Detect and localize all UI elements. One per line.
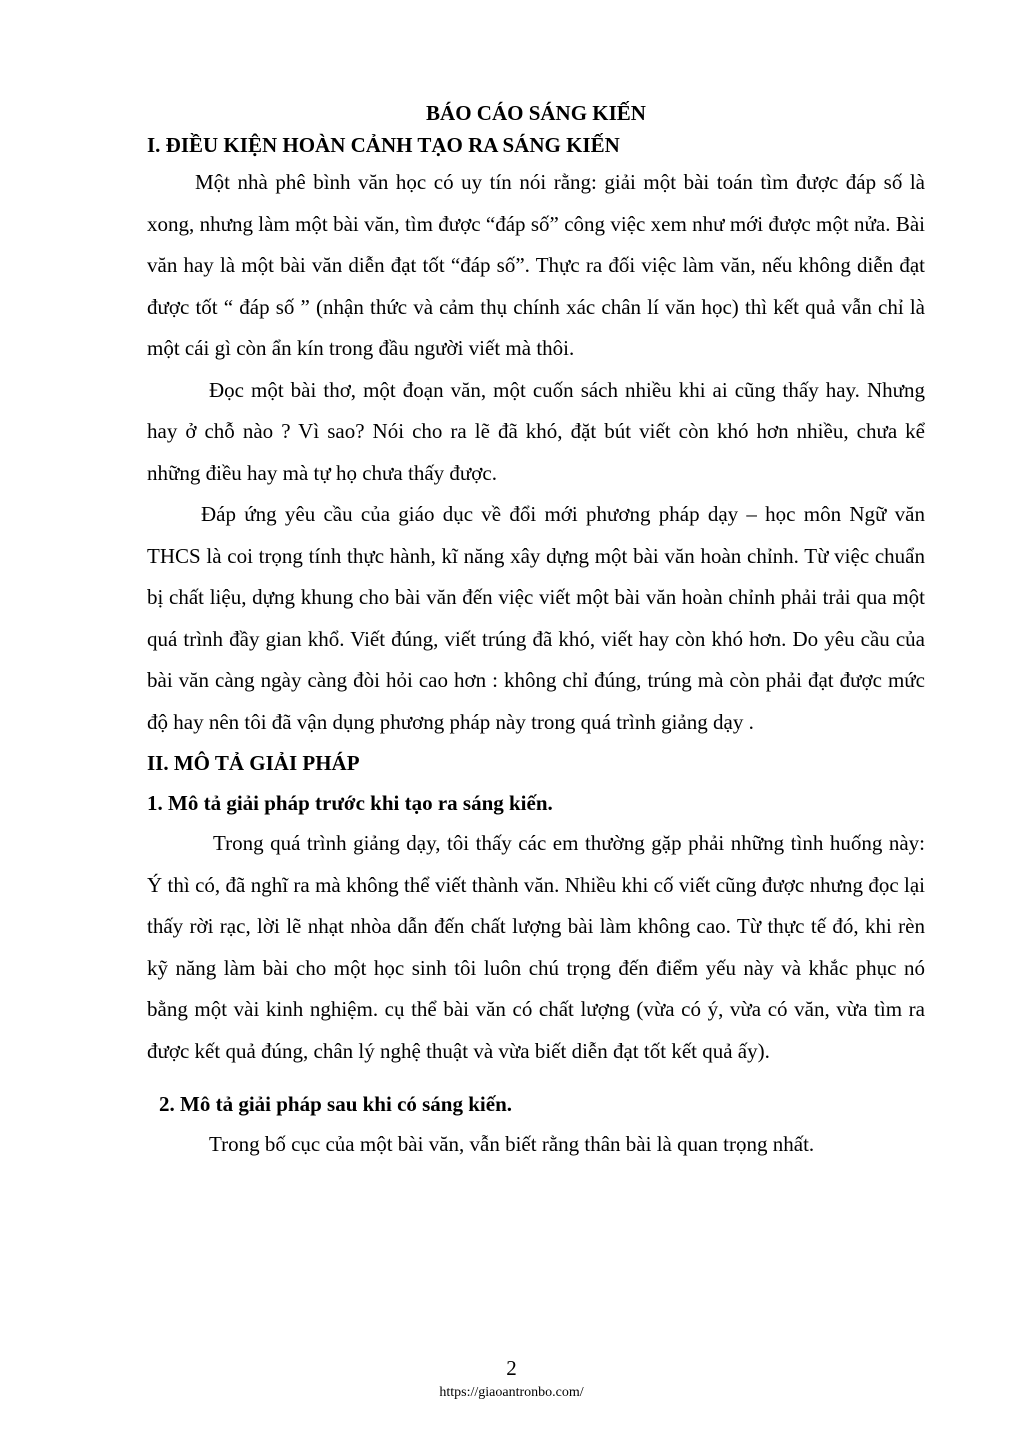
page-number: 2: [506, 1356, 517, 1380]
footer-url[interactable]: https://giaoantronbo.com/: [439, 1385, 584, 1400]
subsection-2-heading: 2. Mô tả giải pháp sau khi có sáng kiến.: [159, 1092, 513, 1116]
section-1-heading: I. ĐIỀU KIỆN HOÀN CẢNH TẠO RA SÁNG KIẾN: [147, 133, 620, 157]
subsection-1-heading: 1. Mô tả giải pháp trước khi tạo ra sáng kiến.: [147, 791, 553, 815]
paragraph-2: Đọc một bài thơ, một đoạn văn, một cuốn sách nhiều khi ai cũng thấy hay. Nhưng hay ở chỗ nào ? Vì sao? Nói cho ra lẽ đã khó, đặt bút viết còn khó hơn nhiều, chưa kể những điều hay mà tự họ chưa thấy được.: [147, 377, 925, 485]
document-page: [147, 98, 925, 1164]
paragraph-1: Một nhà phê bình văn học có uy tín nói rằng: giải một bài toán tìm được đáp số là xong, nhưng làm một bài văn, tìm được “đáp số” công việc xem như mới được một nửa. Bài văn hay là một bài văn diễn đạt tốt “đáp số”. Thực ra đối việc làm văn, nếu không diễn đạt được tốt “ đáp số ” (nhận thức và cảm thụ chính xác chân lí văn học) thì kết quả vẫn chỉ là một cái gì còn ẩn kín trong đầu người viết mà thôi.: [147, 170, 925, 360]
paragraph-3: Đáp ứng yêu cầu của giáo dục về đổi mới phương pháp dạy – học môn Ngữ văn THCS là coi trọng tính thực hành, kĩ năng xây dựng một bài văn hoàn chỉnh. Từ việc chuẩn bị chất liệu, dựng khung cho bài văn đến việc viết một bài văn hoàn chỉnh phải trải qua một quá trình đầy gian khổ. Viết đúng, viết trúng đã khó, viết hay còn khó hơn. Do yêu cầu của bài văn càng ngày càng đòi hỏi cao hơn : không chỉ đúng, trúng mà còn phải đạt được mức độ hay nên tôi đã vận dụng phương pháp này trong quá trình giảng dạy .: [147, 502, 925, 734]
paragraph-5: Trong bố cục của một bài văn, vẫn biết rằng thân bài là quan trọng nhất.: [209, 1132, 815, 1156]
section-2-heading: II. MÔ TẢ GIẢI PHÁP: [147, 751, 360, 775]
paragraph-4: Trong quá trình giảng dạy, tôi thấy các em thường gặp phải những tình huống này: Ý thì có, đã nghĩ ra mà không thể viết thành văn. Nhiều khi cố viết cũng được nhưng đọc lại thấy rời rạc, lời lẽ nhạt nhòa dẫn đến chất lượng bài làm không cao. Từ thực tế đó, khi rèn kỹ năng làm bài cho một học sinh tôi luôn chú trọng đến điểm yếu này và khắc phục nó bằng một vài kinh nghiệm. cụ thể bài văn có chất lượng (vừa có ý, vừa có văn, vừa tìm ra được kết quả đúng, chân lý nghệ thuật và vừa biết diễn đạt tốt kết quả ấy).: [147, 831, 925, 1063]
document-title: BÁO CÁO SÁNG KIẾN: [426, 101, 646, 125]
